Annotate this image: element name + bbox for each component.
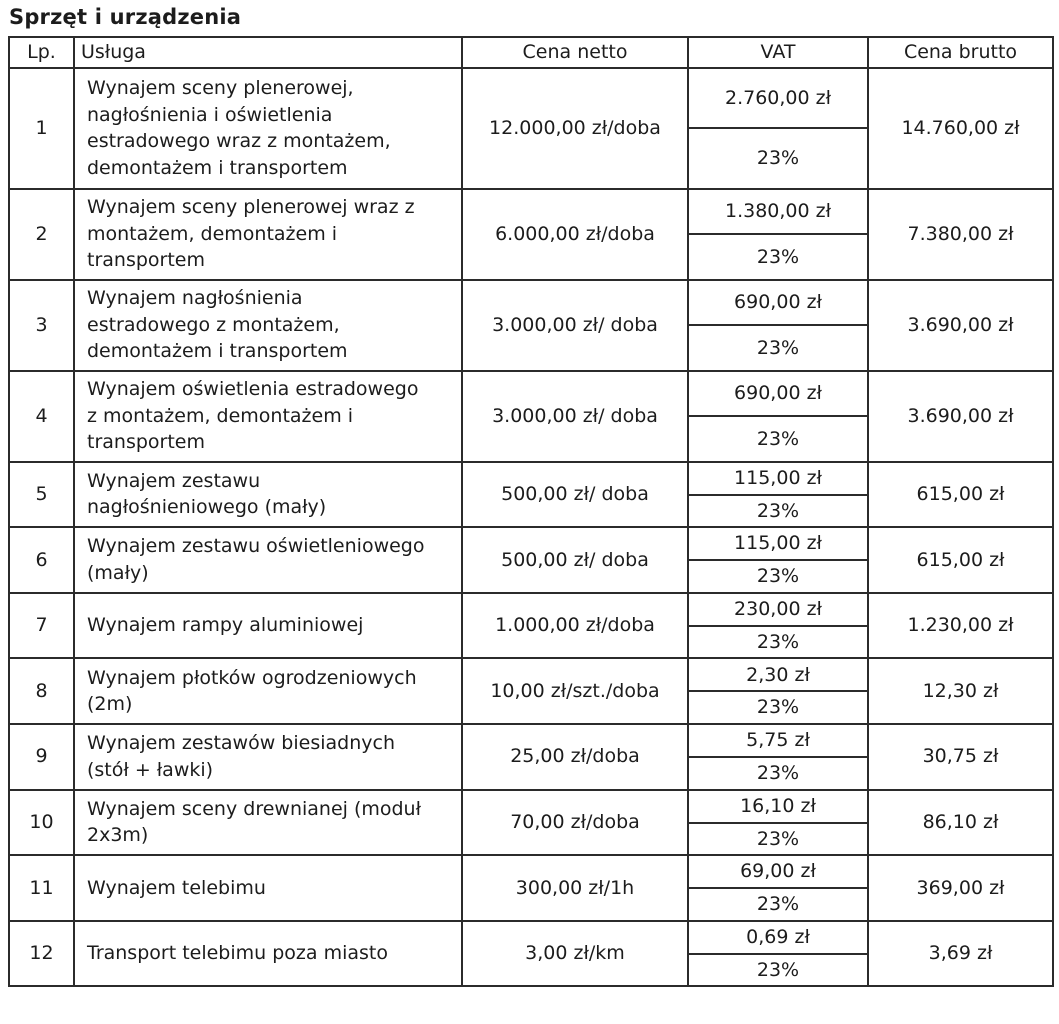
gross-price-cell: 3,69 zł xyxy=(868,921,1053,987)
gross-price-cell: 3.690,00 zł xyxy=(868,280,1053,371)
net-price-cell: 3,00 zł/km xyxy=(462,921,688,987)
column-header-lp: Lp. xyxy=(9,37,74,68)
gross-price-cell: 14.760,00 zł xyxy=(868,68,1053,189)
column-header-vat: VAT xyxy=(688,37,868,68)
table-row xyxy=(9,724,1053,757)
lp-cell: 12 xyxy=(9,921,74,987)
gross-price-cell: 86,10 zł xyxy=(868,790,1053,856)
net-price-cell: 6.000,00 zł/doba xyxy=(462,189,688,280)
column-header-service: Usługa xyxy=(74,37,462,68)
lp-cell: 10 xyxy=(9,790,74,856)
vat-amount-cell: 0,69 zł xyxy=(688,921,868,954)
lp-cell: 11 xyxy=(9,855,74,921)
table-row xyxy=(9,527,1053,560)
column-header-gross-price: Cena brutto xyxy=(868,37,1053,68)
page-title: Sprzęt i urządzenia xyxy=(9,5,242,29)
service-cell: Wynajem zestawu oświetleniowego (mały) xyxy=(74,527,462,593)
vat-rate-cell: 23% xyxy=(688,626,868,659)
service-cell: Wynajem rampy aluminiowej xyxy=(74,593,462,659)
lp-cell: 6 xyxy=(9,527,74,593)
gross-price-cell: 615,00 zł xyxy=(868,527,1053,593)
vat-amount-cell: 230,00 zł xyxy=(688,593,868,626)
net-price-cell: 10,00 zł/szt./doba xyxy=(462,658,688,724)
vat-rate-cell: 23% xyxy=(688,560,868,593)
vat-rate-cell: 23% xyxy=(688,495,868,528)
gross-price-cell: 7.380,00 zł xyxy=(868,189,1053,280)
lp-cell: 7 xyxy=(9,593,74,659)
vat-rate-cell: 23% xyxy=(688,128,868,188)
net-price-cell: 500,00 zł/ doba xyxy=(462,527,688,593)
vat-amount-cell: 2,30 zł xyxy=(688,658,868,691)
table-row xyxy=(9,68,1053,129)
gross-price-cell: 369,00 zł xyxy=(868,855,1053,921)
gross-price-cell: 30,75 zł xyxy=(868,724,1053,790)
equipment-pricing-table xyxy=(8,36,1054,987)
lp-cell: 8 xyxy=(9,658,74,724)
lp-cell: 2 xyxy=(9,189,74,280)
vat-rate-cell: 23% xyxy=(688,416,868,461)
net-price-cell: 25,00 zł/doba xyxy=(462,724,688,790)
vat-rate-cell: 23% xyxy=(688,888,868,921)
net-price-cell: 300,00 zł/1h xyxy=(462,855,688,921)
vat-rate-cell: 23% xyxy=(688,325,868,370)
table-row xyxy=(9,855,1053,888)
vat-amount-cell: 690,00 zł xyxy=(688,371,868,417)
service-cell: Wynajem zestawu nagłośnieniowego (mały) xyxy=(74,462,462,528)
table-row xyxy=(9,189,1053,235)
vat-amount-cell: 5,75 zł xyxy=(688,724,868,757)
table-row xyxy=(9,280,1053,326)
table-row xyxy=(9,371,1053,417)
vat-rate-cell: 23% xyxy=(688,691,868,724)
net-price-cell: 70,00 zł/doba xyxy=(462,790,688,856)
service-cell: Wynajem sceny drewnianej (moduł 2x3m) xyxy=(74,790,462,856)
vat-rate-cell: 23% xyxy=(688,823,868,856)
vat-rate-cell: 23% xyxy=(688,234,868,279)
service-cell: Wynajem sceny plenerowej wraz z montażem, demontażem i transportem xyxy=(74,189,462,280)
net-price-cell: 12.000,00 zł/doba xyxy=(462,68,688,189)
gross-price-cell: 615,00 zł xyxy=(868,462,1053,528)
vat-amount-cell: 69,00 zł xyxy=(688,855,868,888)
net-price-cell: 3.000,00 zł/ doba xyxy=(462,371,688,462)
vat-amount-cell: 115,00 zł xyxy=(688,527,868,560)
table-row xyxy=(9,790,1053,823)
vat-amount-cell: 690,00 zł xyxy=(688,280,868,326)
gross-price-cell: 1.230,00 zł xyxy=(868,593,1053,659)
service-cell: Transport telebimu poza miasto xyxy=(74,921,462,987)
table-header-row xyxy=(9,37,1053,68)
vat-amount-cell: 2.760,00 zł xyxy=(688,68,868,129)
service-cell: Wynajem oświetlenia estradowego z montażem, demontażem i transportem xyxy=(74,371,462,462)
vat-amount-cell: 115,00 zł xyxy=(688,462,868,495)
service-cell: Wynajem zestawów biesiadnych (stół + ławki) xyxy=(74,724,462,790)
table-row xyxy=(9,658,1053,691)
lp-cell: 1 xyxy=(9,68,74,189)
vat-amount-cell: 16,10 zł xyxy=(688,790,868,823)
gross-price-cell: 12,30 zł xyxy=(868,658,1053,724)
service-cell: Wynajem telebimu xyxy=(74,855,462,921)
lp-cell: 4 xyxy=(9,371,74,462)
service-cell: Wynajem płotków ogrodzeniowych (2m) xyxy=(74,658,462,724)
net-price-cell: 3.000,00 zł/ doba xyxy=(462,280,688,371)
lp-cell: 9 xyxy=(9,724,74,790)
vat-rate-cell: 23% xyxy=(688,954,868,987)
service-cell: Wynajem sceny plenerowej, nagłośnienia i oświetlenia estradowego wraz z montażem, demontażem i transportem xyxy=(74,68,462,189)
table-row xyxy=(9,462,1053,495)
vat-rate-cell: 23% xyxy=(688,757,868,790)
lp-cell: 5 xyxy=(9,462,74,528)
net-price-cell: 1.000,00 zł/doba xyxy=(462,593,688,659)
vat-amount-cell: 1.380,00 zł xyxy=(688,189,868,235)
gross-price-cell: 3.690,00 zł xyxy=(868,371,1053,462)
column-header-net-price: Cena netto xyxy=(462,37,688,68)
lp-cell: 3 xyxy=(9,280,74,371)
service-cell: Wynajem nagłośnienia estradowego z montażem, demontażem i transportem xyxy=(74,280,462,371)
table-row xyxy=(9,921,1053,954)
table-row xyxy=(9,593,1053,626)
net-price-cell: 500,00 zł/ doba xyxy=(462,462,688,528)
